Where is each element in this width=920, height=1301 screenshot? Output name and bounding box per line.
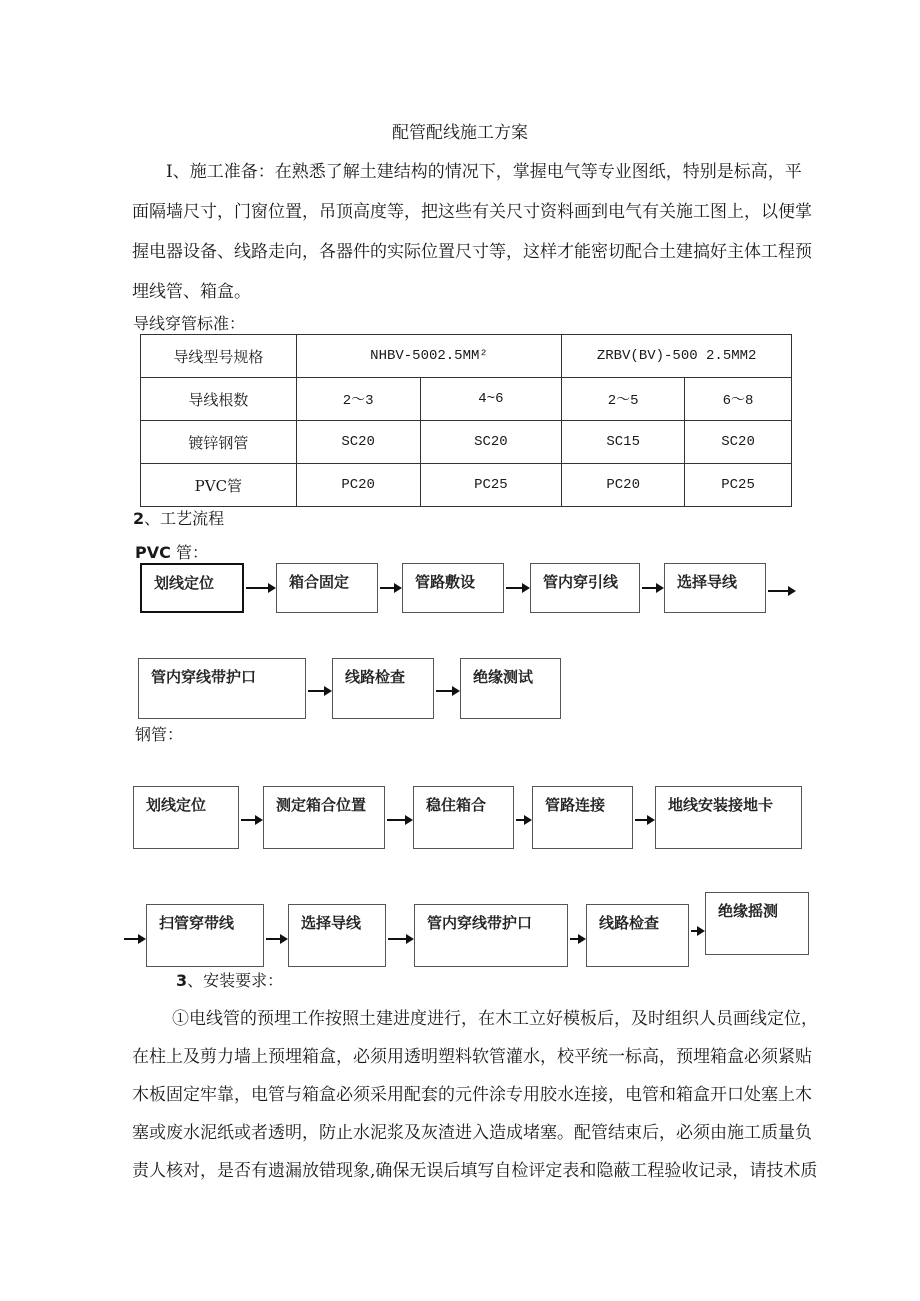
section-1-line: 面隔墙尺寸，门窗位置，吊顶高度等，把这些有关尺寸资料画到电气有关施工图上，以便掌 [132, 202, 812, 222]
section-2-heading [133, 506, 224, 529]
table-cell: PC25 [420, 464, 562, 507]
arrow-right-icon [516, 819, 530, 821]
flow-step: 管内穿线带护口 [138, 658, 306, 719]
section-3-line: 在柱上及剪力墙上预埋箱盒，必须用透明塑料软管灌水，校平统一标高，预埋箱盒必须紧贴 [132, 1047, 812, 1067]
arrow-right-icon [506, 587, 528, 589]
table-cell: 4~6 [420, 378, 562, 421]
section-3-line: 责人核对，是否有遗漏放错现象,确保无误后填写自检评定表和隐蔽工程验收记录，请技术质 [132, 1161, 818, 1181]
pvc-label-bold: PVC [135, 543, 171, 562]
section-number: 3 [176, 971, 188, 990]
flow-step: 管内穿线带护口 [414, 904, 568, 967]
section-3-paragraph [132, 1000, 818, 1190]
section-heading-text: 、安装要求： [187, 971, 284, 990]
flow-step: 管路连接 [532, 786, 633, 849]
table-cell: 2～5 [562, 378, 685, 421]
table-row [141, 378, 792, 421]
flow-step: 划线定位 [140, 563, 244, 613]
section-1-line: 埋线管、箱盒。 [132, 282, 251, 302]
section-1-line: I、施工准备：在熟悉了解土建结构的情况下，掌握电气等专业图纸，特别是标高，平 [166, 162, 802, 182]
table-cell: 6～8 [685, 378, 792, 421]
pvc-label-rest: 管： [170, 543, 208, 562]
arrow-right-icon [387, 819, 411, 821]
arrow-right-icon [691, 930, 703, 932]
arrow-right-icon [246, 587, 274, 589]
section-3-line: 木板固定牢靠，电管与箱盒必须采用配套的元件涂专用胶水连接，电管和箱盒开口处塞上木 [132, 1085, 812, 1105]
flow-step: 划线定位 [133, 786, 239, 849]
table-cell: PC20 [562, 464, 685, 507]
flow-step: 绝缘摇测 [705, 892, 809, 955]
table-cell: PC20 [296, 464, 420, 507]
table-cell: SC20 [685, 421, 792, 464]
table-cell: SC15 [562, 421, 685, 464]
flow-step: 选择导线 [664, 563, 766, 613]
flow-step: 稳住箱合 [413, 786, 514, 849]
wire-conduit-table [140, 334, 792, 507]
section-heading-text: 、工艺流程 [144, 509, 225, 528]
table-caption: 导线穿管标准： [133, 314, 246, 333]
arrow-right-icon [266, 938, 286, 940]
table-cell: SC20 [420, 421, 562, 464]
flow-step: 绝缘测试 [460, 658, 561, 719]
arrow-right-icon [570, 938, 584, 940]
table-cell: 导线型号规格 [141, 335, 297, 378]
arrow-right-icon [388, 938, 412, 940]
table-cell: ZRBV(BV)-500 2.5MM2 [562, 335, 792, 378]
flow-step: 测定箱合位置 [263, 786, 385, 849]
flow-step: 管路敷设 [402, 563, 504, 613]
flow-step: 地线安装接地卡 [655, 786, 802, 849]
table-cell: PC25 [685, 464, 792, 507]
flow-step: 线路检查 [586, 904, 689, 967]
arrow-right-icon [241, 819, 261, 821]
section-1-line: 握电器设备、线路走向，各器件的实际位置尺寸等，这样才能密切配合土建搞好主体工程预 [132, 242, 812, 262]
arrow-right-icon [635, 819, 653, 821]
flow-step: 选择导线 [288, 904, 386, 967]
table-row [141, 335, 792, 378]
arrow-right-icon [124, 938, 144, 940]
section-3-line: ①电线管的预埋工作按照土建进度进行，在木工立好模板后，及时组织人员画线定位， [172, 1009, 818, 1029]
table-cell: NHBV-5002.5MM² [296, 335, 562, 378]
table-cell: PVC管 [141, 464, 297, 507]
table-row [141, 464, 792, 507]
section-3-heading [176, 968, 283, 991]
arrow-right-icon [436, 690, 458, 692]
steel-label: 钢管： [135, 725, 184, 744]
flow-step: 箱合固定 [276, 563, 378, 613]
flow-step: 管内穿引线 [530, 563, 640, 613]
table-cell: 导线根数 [141, 378, 297, 421]
section-1-paragraph [132, 152, 812, 312]
table-cell: SC20 [296, 421, 420, 464]
pvc-label [135, 540, 208, 563]
table-row [141, 421, 792, 464]
table-cell: 镀锌钢管 [141, 421, 297, 464]
section-3-line: 塞或废水泥纸或者透明，防止水泥浆及灰渣进入造成堵塞。配管结束后，必须由施工质量负 [132, 1123, 812, 1143]
page-title: 配管配线施工方案 [392, 123, 528, 143]
arrow-right-icon [768, 590, 794, 592]
table-cell: 2～3 [296, 378, 420, 421]
arrow-right-icon [642, 587, 662, 589]
arrow-right-icon [308, 690, 330, 692]
section-number: 2 [133, 509, 145, 528]
flow-step: 扫管穿带线 [146, 904, 264, 967]
arrow-right-icon [380, 587, 400, 589]
flow-step: 线路检查 [332, 658, 434, 719]
